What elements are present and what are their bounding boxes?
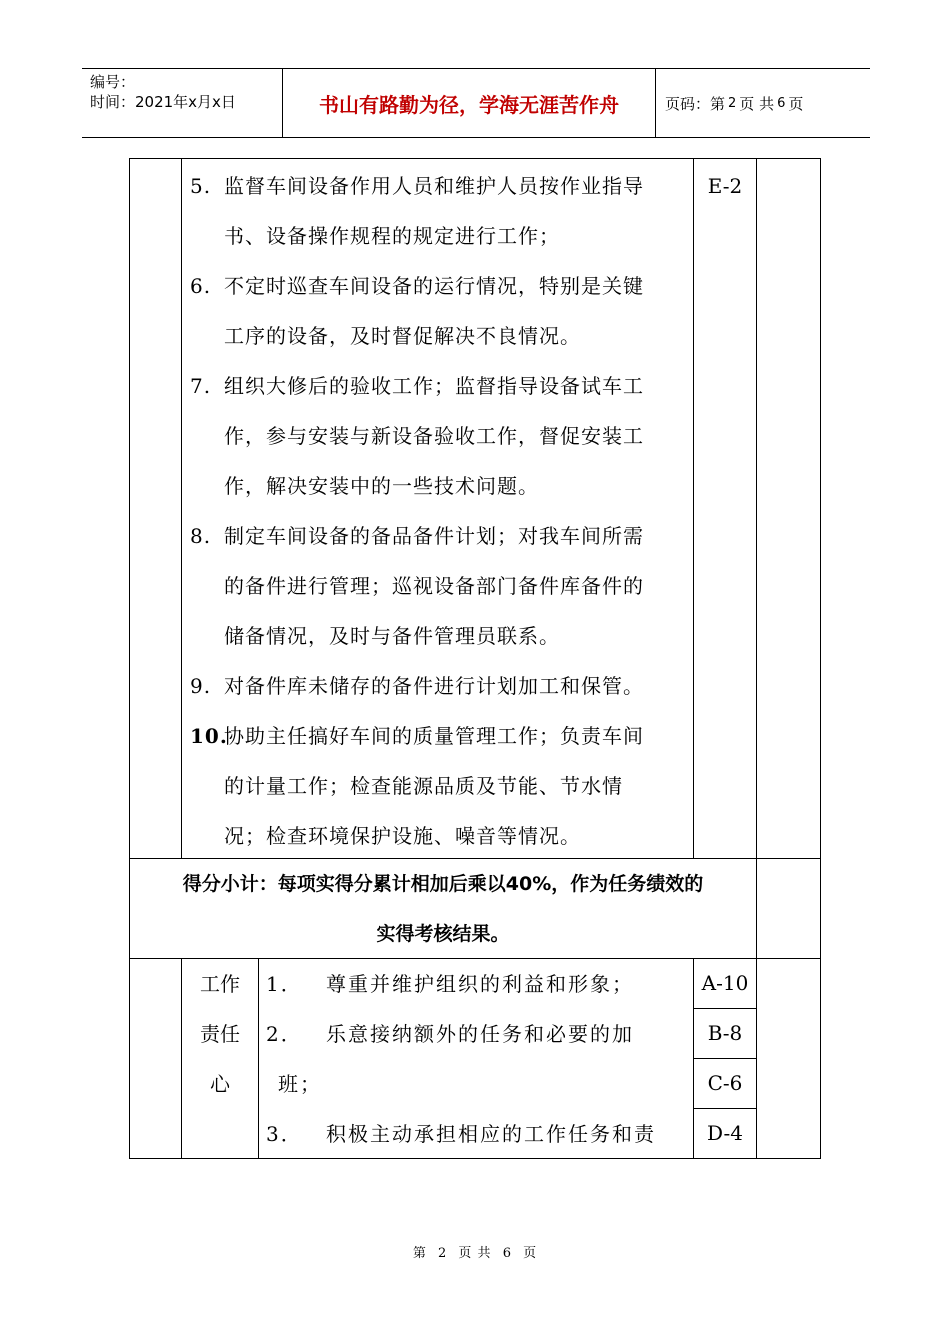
subtotal-line: 实得考核结果。	[376, 923, 510, 945]
date-label: 时间：2021年x月x日	[90, 93, 236, 111]
duty-list	[190, 161, 690, 861]
page-current: 2	[728, 95, 737, 111]
category-label	[182, 959, 258, 1109]
responsibility-item	[260, 1009, 686, 1109]
footer-total: 6	[502, 1246, 512, 1261]
grade-b: B-8	[707, 1021, 743, 1045]
duty-line: 书、设备操作规程的规定进行工作；	[224, 224, 560, 248]
duty-line: 不定时巡查车间设备的运行情况，特别是关键	[224, 274, 644, 298]
duty-number: 8.	[190, 524, 212, 548]
duty-line: 作，参与安装与新设备验收工作，督促安装工	[224, 424, 644, 448]
header-meta	[82, 69, 282, 137]
assessment-table	[129, 158, 821, 1159]
subtotal-note	[130, 859, 756, 959]
duty-line: 协助主任搞好车间的质量管理工作；负责车间	[224, 724, 644, 748]
resp-line: 乐意接纳额外的任务和必要的加	[326, 1022, 634, 1046]
category-line: 责任	[200, 1022, 240, 1046]
duty-line: 的备件进行管理；巡视设备部门备件库备件的	[224, 574, 644, 598]
footer-mid: 页 共	[458, 1246, 492, 1261]
resp-line: 尊重并维护组织的利益和形象；	[326, 972, 634, 996]
footer-suffix: 页	[523, 1246, 538, 1261]
duty-number: 9.	[190, 674, 212, 698]
footer-prefix: 第	[412, 1246, 427, 1261]
duty-line: 组织大修后的验收工作；监督指导设备试车工	[224, 374, 644, 398]
responsibility-item	[260, 959, 686, 1009]
grade-c: C-6	[707, 1071, 743, 1095]
table-vline	[693, 159, 694, 858]
category-line: 工作	[200, 972, 240, 996]
resp-number: 2．	[266, 1022, 303, 1046]
resp-number: 3．	[266, 1122, 303, 1146]
duty-line: 储备情况，及时与备件管理员联系。	[224, 624, 560, 648]
duty-item	[190, 261, 690, 361]
duty-line: 作，解决安装中的一些技术问题。	[224, 474, 539, 498]
duty-item	[190, 161, 690, 261]
header-page-number	[655, 69, 870, 137]
responsibility-item	[260, 1109, 686, 1159]
duty-number: 6.	[190, 274, 212, 298]
duty-number: 10.	[190, 724, 228, 748]
page-mid: 页 共	[739, 94, 775, 113]
motto: 书山有路勤为径，学海无涯苦作舟	[282, 69, 656, 137]
duty-item	[190, 711, 690, 861]
duty-item	[190, 661, 690, 711]
duty-line: 况；检查环境保护设施、噪音等情况。	[224, 824, 581, 848]
grade-d: D-4	[707, 1121, 743, 1145]
table-vline	[258, 958, 259, 1159]
duty-line: 工序的设备，及时督促解决不良情况。	[224, 324, 581, 348]
code-label: 编号：	[90, 73, 136, 91]
duty-item	[190, 361, 690, 511]
page-footer	[0, 1242, 950, 1261]
subtotal-line: 得分小计：每项实得分累计相加后乘以40%，作为任务绩效的	[182, 873, 704, 895]
table-vline	[181, 159, 182, 858]
duty-line: 对备件库未储存的备件进行计划加工和保管。	[224, 674, 644, 698]
duty-line: 的计量工作；检查能源品质及节能、节水情	[224, 774, 623, 798]
page-header	[82, 68, 870, 138]
duty-grade: E-2	[707, 174, 743, 198]
table-vline	[756, 159, 757, 1159]
duty-line: 监督车间设备作用人员和维护人员按作业指导	[224, 174, 644, 198]
duty-number: 7.	[190, 374, 212, 398]
page-total: 6	[777, 95, 786, 111]
duty-line: 制定车间设备的备品备件计划；对我车间所需	[224, 524, 644, 548]
responsibility-list	[260, 959, 686, 1159]
duty-item	[190, 511, 690, 661]
resp-number: 1．	[266, 972, 303, 996]
category-line: 心	[210, 1072, 230, 1096]
resp-line: 积极主动承担相应的工作任务和责	[326, 1122, 656, 1146]
grade-a: A-10	[701, 971, 749, 995]
footer-current: 2	[438, 1246, 448, 1261]
duty-number: 5.	[190, 174, 212, 198]
page-suffix: 页	[788, 94, 804, 113]
page-prefix: 页码：第	[665, 94, 726, 113]
resp-line: 班；	[278, 1072, 322, 1096]
